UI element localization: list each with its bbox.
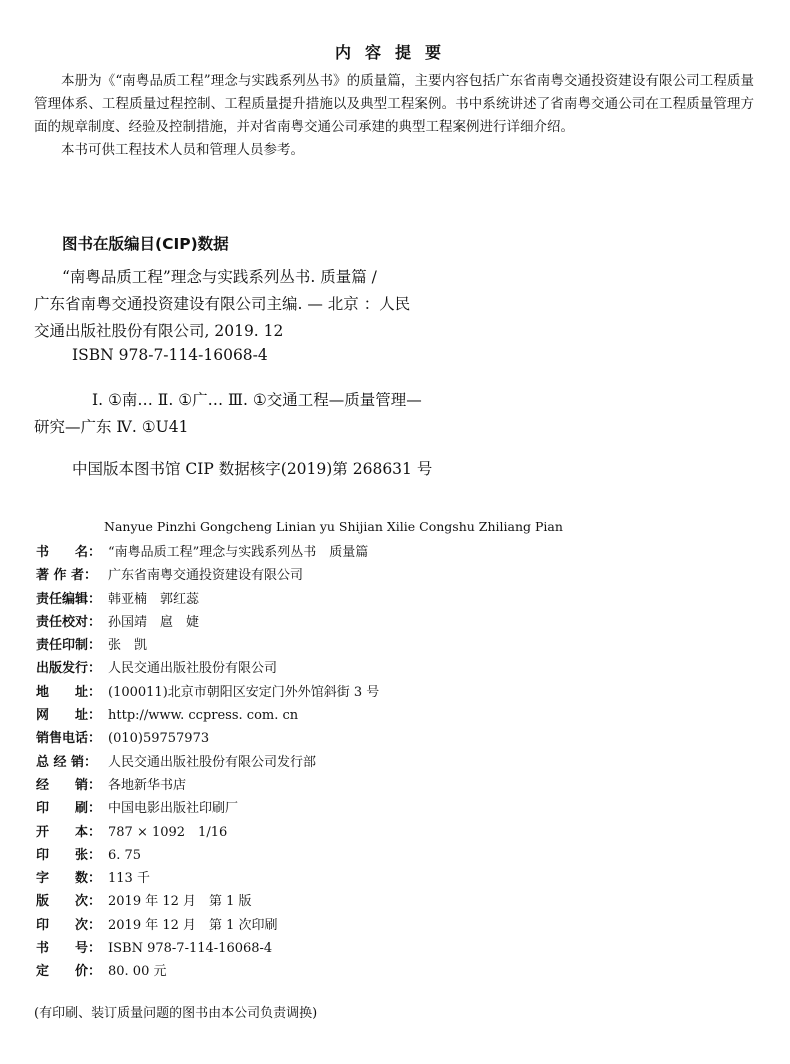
info-row-website (36, 704, 379, 727)
cip-record-number: 中国版本图书馆 CIP 数据核字(2019)第 268631 号 (72, 460, 433, 478)
info-row-sheets (36, 844, 379, 867)
abstract-title: 内容提要 (334, 43, 455, 62)
info-row-sales-phone (36, 727, 379, 750)
cip-classification: 研究—广东 Ⅳ. ①U41 (34, 418, 189, 436)
info-row-editor (36, 588, 379, 611)
info-row-publisher (36, 657, 379, 680)
info-row-proofreader (36, 611, 379, 634)
info-value: 韩亚楠 郭红蕊 (108, 591, 200, 607)
info-label: 地 址： (36, 684, 102, 700)
info-value: 各地新华书店 (108, 777, 187, 793)
cip-title: 图书在版编目(CIP)数据 (62, 235, 229, 253)
info-value: 2019 年 12 月 第 1 次印刷 (108, 917, 278, 933)
info-label: 著 作 者： (36, 568, 98, 584)
info-value: 张 凯 (108, 638, 148, 654)
cip-classification: Ⅰ. ①南… Ⅱ. ①广… Ⅲ. ①交通工程—质量管理— (92, 391, 422, 409)
info-row-retailer (36, 774, 379, 797)
info-label: 印 刷： (36, 801, 102, 817)
info-label: 印 次： (36, 917, 102, 933)
info-row-format (36, 821, 379, 844)
info-label: 责任校对： (36, 614, 102, 630)
info-label: 经 销： (36, 777, 102, 793)
info-value: http://www. ccpress. com. cn (108, 708, 299, 724)
info-value: 中国电影出版社印刷厂 (108, 801, 239, 817)
info-row-author (36, 564, 379, 587)
info-value: 113 千 (108, 871, 150, 887)
info-label: 定 价： (36, 964, 102, 980)
info-row-price (36, 960, 379, 983)
info-value: 人民交通出版社股份有限公司发行部 (108, 754, 317, 770)
info-row-word-count (36, 867, 379, 890)
info-value: 广东省南粤交通投资建设有限公司 (108, 568, 304, 584)
info-value: (010)59757973 (108, 731, 210, 747)
cip-isbn: ISBN 978-7-114-16068-4 (72, 346, 268, 364)
cip-line: 广东省南粤交通投资建设有限公司主编. — 北京 ：人民 (34, 295, 411, 313)
info-row-isbn (36, 937, 379, 960)
info-label: 书 名： (36, 545, 102, 560)
info-value: 孙国靖 扈 婕 (108, 614, 200, 630)
info-label: 印 张： (36, 847, 102, 863)
info-label: 网 址： (36, 708, 102, 724)
info-row-edition (36, 890, 379, 913)
info-label: 字 数： (36, 871, 102, 887)
info-label: 版 次： (36, 894, 102, 910)
info-value: (100011)北京市朝阳区安定门外外馆斜街 3 号 (108, 684, 380, 700)
cip-line: “南粤品质工程”理念与实践系列丛书. 质量篇 / (62, 268, 377, 286)
info-value: 2019 年 12 月 第 1 版 (108, 894, 252, 910)
info-label: 开 本： (36, 824, 102, 840)
info-label: 出版发行： (36, 661, 102, 677)
info-value: 787 × 1092 1/16 (108, 824, 228, 840)
abstract-body (34, 70, 754, 162)
info-value: “南粤品质工程”理念与实践系列丛书 质量篇 (108, 545, 369, 560)
info-label: 销售电话： (36, 731, 102, 747)
info-row-print-supervisor (36, 634, 379, 657)
info-label: 责任印制： (36, 638, 102, 654)
info-value: 人民交通出版社股份有限公司 (108, 661, 278, 677)
info-label: 总 经 销： (36, 754, 98, 770)
publication-info (36, 541, 379, 984)
abstract-paragraph: 本册为《“南粤品质工程”理念与实践系列丛书》的质量篇，主要内容包括广东省南粤交通投资建设有限公司工程质量管理体系、工程质量过程控制、工程质量提升措施以及典型工程案例。书中系统讲述了省南粤交通公司在工程质量管理方面的规章制度、经验及控制措施，并对省南粤交通公司承建的典型工程案例进行详细介绍。 (34, 73, 754, 135)
info-label: 责任编辑： (36, 591, 102, 607)
info-row-address (36, 681, 379, 704)
info-row-title (36, 541, 379, 564)
info-row-impression (36, 914, 379, 937)
info-value: 80. 00 元 (108, 964, 167, 980)
cip-line: 交通出版社股份有限公司, 2019. 12 (34, 322, 284, 340)
quality-notice: (有印刷、装订质量问题的图书由本公司负责调换) (34, 1006, 318, 1021)
info-row-distributor (36, 751, 379, 774)
info-value: ISBN 978-7-114-16068-4 (108, 941, 273, 957)
pinyin-title: Nanyue Pinzhi Gongcheng Linian yu Shijian Xilie Congshu Zhiliang Pian (104, 519, 563, 534)
info-label: 书 号： (36, 941, 102, 957)
info-row-printer (36, 797, 379, 820)
info-value: 6. 75 (108, 847, 142, 863)
abstract-paragraph: 本书可供工程技术人员和管理人员参考。 (61, 142, 304, 158)
